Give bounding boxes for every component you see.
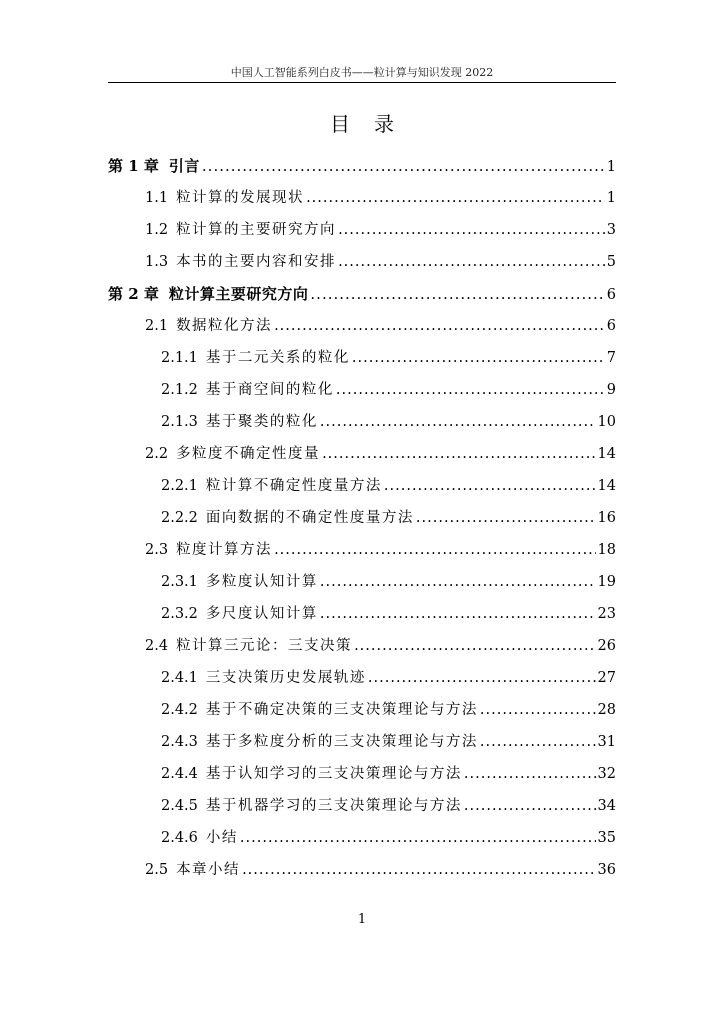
dot-leader	[368, 662, 596, 694]
toc-entry-number: 2.2	[145, 446, 169, 462]
toc-entry-page: 32	[597, 766, 616, 782]
toc-title: 目录	[330, 112, 418, 136]
toc-entry-number: 1.1	[145, 190, 169, 206]
toc-entry-title: 多粒度认知计算	[205, 574, 318, 590]
toc-entry-number: 2.4.6	[161, 830, 198, 846]
toc-entry-number: 2.2.1	[161, 478, 198, 494]
toc-subsection-entry[interactable]	[108, 374, 616, 406]
toc-entry-page: 23	[597, 606, 616, 622]
dot-leader	[240, 822, 596, 854]
header-rule	[108, 82, 616, 83]
toc-entry-number: 2.4.5	[161, 798, 198, 814]
dot-leader	[242, 854, 595, 886]
toc-entry-page: 6	[606, 287, 616, 303]
toc-subsection-entry[interactable]	[108, 406, 616, 438]
toc-entry-title: 本书的主要内容和安排	[176, 254, 337, 270]
toc-entry-number: 2.4.2	[161, 702, 198, 718]
dot-leader	[202, 150, 605, 182]
page-number: 1	[357, 912, 367, 927]
toc-entry-page: 31	[597, 734, 616, 750]
dot-leader	[274, 534, 595, 566]
toc-entry-page: 1	[606, 159, 616, 175]
toc-subsection-entry[interactable]	[108, 342, 616, 374]
dot-leader	[480, 726, 596, 758]
toc-entry-title: 粒计算三元论：三支决策	[176, 638, 353, 654]
toc-entry-title: 本章小结	[176, 862, 241, 878]
toc-entry-title: 基于聚类的粒化	[205, 414, 318, 430]
toc-entry-page: 27	[597, 670, 616, 686]
dot-leader	[310, 278, 604, 310]
toc-subsection-entry[interactable]	[108, 822, 616, 854]
toc-section-entry[interactable]	[108, 214, 616, 246]
toc-entry-number: 第 2 章	[108, 285, 159, 303]
toc-subsection-entry[interactable]	[108, 694, 616, 726]
dot-leader	[306, 182, 605, 214]
toc-subsection-entry[interactable]	[108, 502, 616, 534]
toc-entry-number: 第 1 章	[108, 157, 159, 175]
dot-leader	[320, 598, 596, 630]
toc-entry-page: 10	[597, 414, 616, 430]
toc-entry-page: 5	[606, 254, 616, 270]
toc-subsection-entry[interactable]	[108, 598, 616, 630]
toc-entry-title: 基于机器学习的三支决策理论与方法	[205, 798, 462, 814]
toc-entry-title: 面向数据的不确定性度量方法	[205, 510, 414, 526]
toc-entry-title: 小结	[205, 830, 238, 846]
toc-subsection-entry[interactable]	[108, 566, 616, 598]
toc-entry-title: 粒计算不确定性度量方法	[205, 478, 382, 494]
toc-chapter-entry[interactable]	[108, 278, 616, 310]
toc-section-entry[interactable]	[108, 630, 616, 662]
table-of-contents	[108, 150, 616, 886]
toc-entry-number: 2.4.1	[161, 670, 198, 686]
toc-section-entry[interactable]	[108, 854, 616, 886]
toc-entry-page: 14	[597, 478, 616, 494]
toc-subsection-entry[interactable]	[108, 758, 616, 790]
toc-subsection-entry[interactable]	[108, 790, 616, 822]
running-header: 中国人工智能系列白皮书——粒计算与知识发现 2022	[230, 66, 494, 79]
toc-section-entry[interactable]	[108, 246, 616, 278]
toc-entry-page: 3	[606, 222, 616, 238]
toc-entry-number: 2.2.2	[161, 510, 198, 526]
dot-leader	[416, 502, 596, 534]
toc-entry-page: 9	[606, 382, 616, 398]
toc-entry-title: 粒计算主要研究方向	[168, 285, 309, 303]
dot-leader	[464, 758, 596, 790]
toc-entry-title: 数据粒化方法	[176, 318, 273, 334]
toc-chapter-entry[interactable]	[108, 150, 616, 182]
dot-leader	[338, 214, 605, 246]
toc-entry-title: 引言	[168, 157, 200, 175]
toc-entry-page: 28	[597, 702, 616, 718]
toc-entry-page: 36	[597, 862, 616, 878]
toc-entry-number: 2.1.1	[161, 350, 198, 366]
toc-entry-title: 三支决策历史发展轨迹	[205, 670, 366, 686]
toc-entry-title: 粒度计算方法	[176, 542, 273, 558]
toc-entry-number: 2.4	[145, 638, 169, 654]
toc-entry-title: 基于商空间的粒化	[205, 382, 334, 398]
toc-entry-title: 多尺度认知计算	[205, 606, 318, 622]
toc-section-entry[interactable]	[108, 310, 616, 342]
dot-leader	[274, 310, 605, 342]
toc-entry-number: 1.3	[145, 254, 169, 270]
toc-subsection-entry[interactable]	[108, 662, 616, 694]
toc-entry-number: 1.2	[145, 222, 169, 238]
toc-entry-number: 2.4.3	[161, 734, 198, 750]
toc-entry-page: 34	[597, 798, 616, 814]
toc-entry-title: 基于二元关系的粒化	[205, 350, 350, 366]
toc-entry-number: 2.3	[145, 542, 169, 558]
toc-entry-title: 粒计算的主要研究方向	[176, 222, 337, 238]
toc-entry-page: 16	[597, 510, 616, 526]
dot-leader	[320, 406, 596, 438]
toc-entry-title: 基于多粒度分析的三支决策理论与方法	[205, 734, 478, 750]
toc-entry-title: 粒计算的发展现状	[176, 190, 305, 206]
toc-entry-title: 多粒度不确定性度量	[176, 446, 321, 462]
dot-leader	[464, 790, 596, 822]
dot-leader	[384, 470, 596, 502]
toc-entry-page: 18	[597, 542, 616, 558]
toc-entry-page: 19	[597, 574, 616, 590]
dot-leader	[322, 438, 595, 470]
toc-entry-title: 基于不确定决策的三支决策理论与方法	[205, 702, 478, 718]
toc-section-entry[interactable]	[108, 182, 616, 214]
dot-leader	[336, 374, 605, 406]
toc-section-entry[interactable]	[108, 438, 616, 470]
dot-leader	[354, 630, 595, 662]
toc-entry-page: 6	[606, 318, 616, 334]
dot-leader	[480, 694, 596, 726]
dot-leader	[338, 246, 605, 278]
toc-entry-page: 1	[606, 190, 616, 206]
toc-entry-page: 7	[606, 350, 616, 366]
toc-entry-number: 2.1.2	[161, 382, 198, 398]
toc-entry-page: 14	[597, 446, 616, 462]
toc-entry-page: 26	[597, 638, 616, 654]
toc-subsection-entry[interactable]	[108, 470, 616, 502]
toc-entry-title: 基于认知学习的三支决策理论与方法	[205, 766, 462, 782]
dot-leader	[320, 566, 596, 598]
toc-entry-number: 2.3.1	[161, 574, 198, 590]
toc-entry-number: 2.1.3	[161, 414, 198, 430]
toc-entry-number: 2.1	[145, 318, 169, 334]
toc-subsection-entry[interactable]	[108, 726, 616, 758]
toc-entry-page: 35	[597, 830, 616, 846]
toc-section-entry[interactable]	[108, 534, 616, 566]
toc-entry-number: 2.4.4	[161, 766, 198, 782]
dot-leader	[352, 342, 605, 374]
toc-entry-number: 2.3.2	[161, 606, 198, 622]
toc-entry-number: 2.5	[145, 862, 169, 878]
